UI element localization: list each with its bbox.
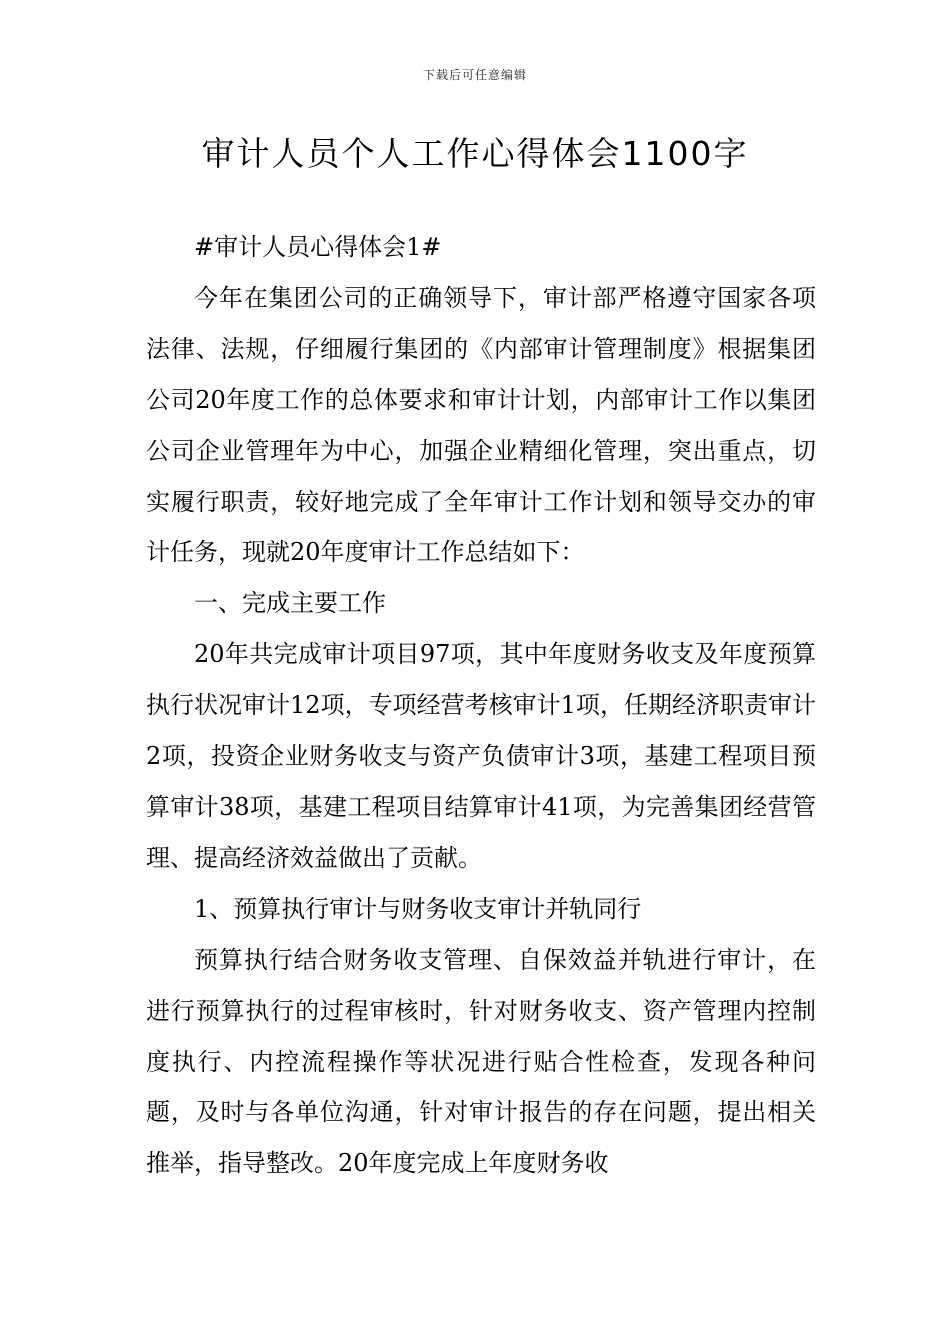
header-note: 下载后可任意编辑: [422, 68, 527, 82]
document-body: [146, 222, 816, 1189]
paragraph-intro: 今年在集团公司的正确领导下，审计部严格遵守国家各项法律、法规，仔细履行集团的《内部审计管理制度》根据集团公司20年度工作的总体要求和审计计划，内部审计工作以集团公司企业管理年为中心，加强企业精细化管理，突出重点，切实履行职责，较好地完成了全年审计工作计划和领导交办的审计任务，现就20年度审计工作总结如下：: [146, 283, 816, 567]
paragraph-audit-projects: 20年共完成审计项目97项，其中年度财务收支及年度预算执行状况审计12项，专项经营考核审计1项，任期经济职责审计2项，投资企业财务收支与资产负债审计3项，基建工程项目预算审计38项，基建工程项目结算审计41项，为完善集团经营管理、提高经济效益做出了贡献。: [146, 640, 816, 872]
paragraph-heading-main-work: 一、完成主要工作: [194, 589, 386, 618]
paragraph-section-marker: #审计人员心得体会1#: [194, 233, 442, 261]
document-title: 审计人员个人工作心得体会1100字: [201, 134, 749, 173]
paragraph-subheading-budget: 1、预算执行审计与财务收支审计并轨同行: [194, 894, 642, 923]
paragraph-budget-execution: 预算执行结合财务收支管理、自保效益并轨进行审计，在进行预算执行的过程审核时，针对财务收支、资产管理内控制度执行、内控流程操作等状况进行贴合性检查，发现各种问题，及时与各单位沟通，针对审计报告的存在问题，提出相关推举，指导整改。20年度完成上年度财务收: [146, 945, 816, 1178]
